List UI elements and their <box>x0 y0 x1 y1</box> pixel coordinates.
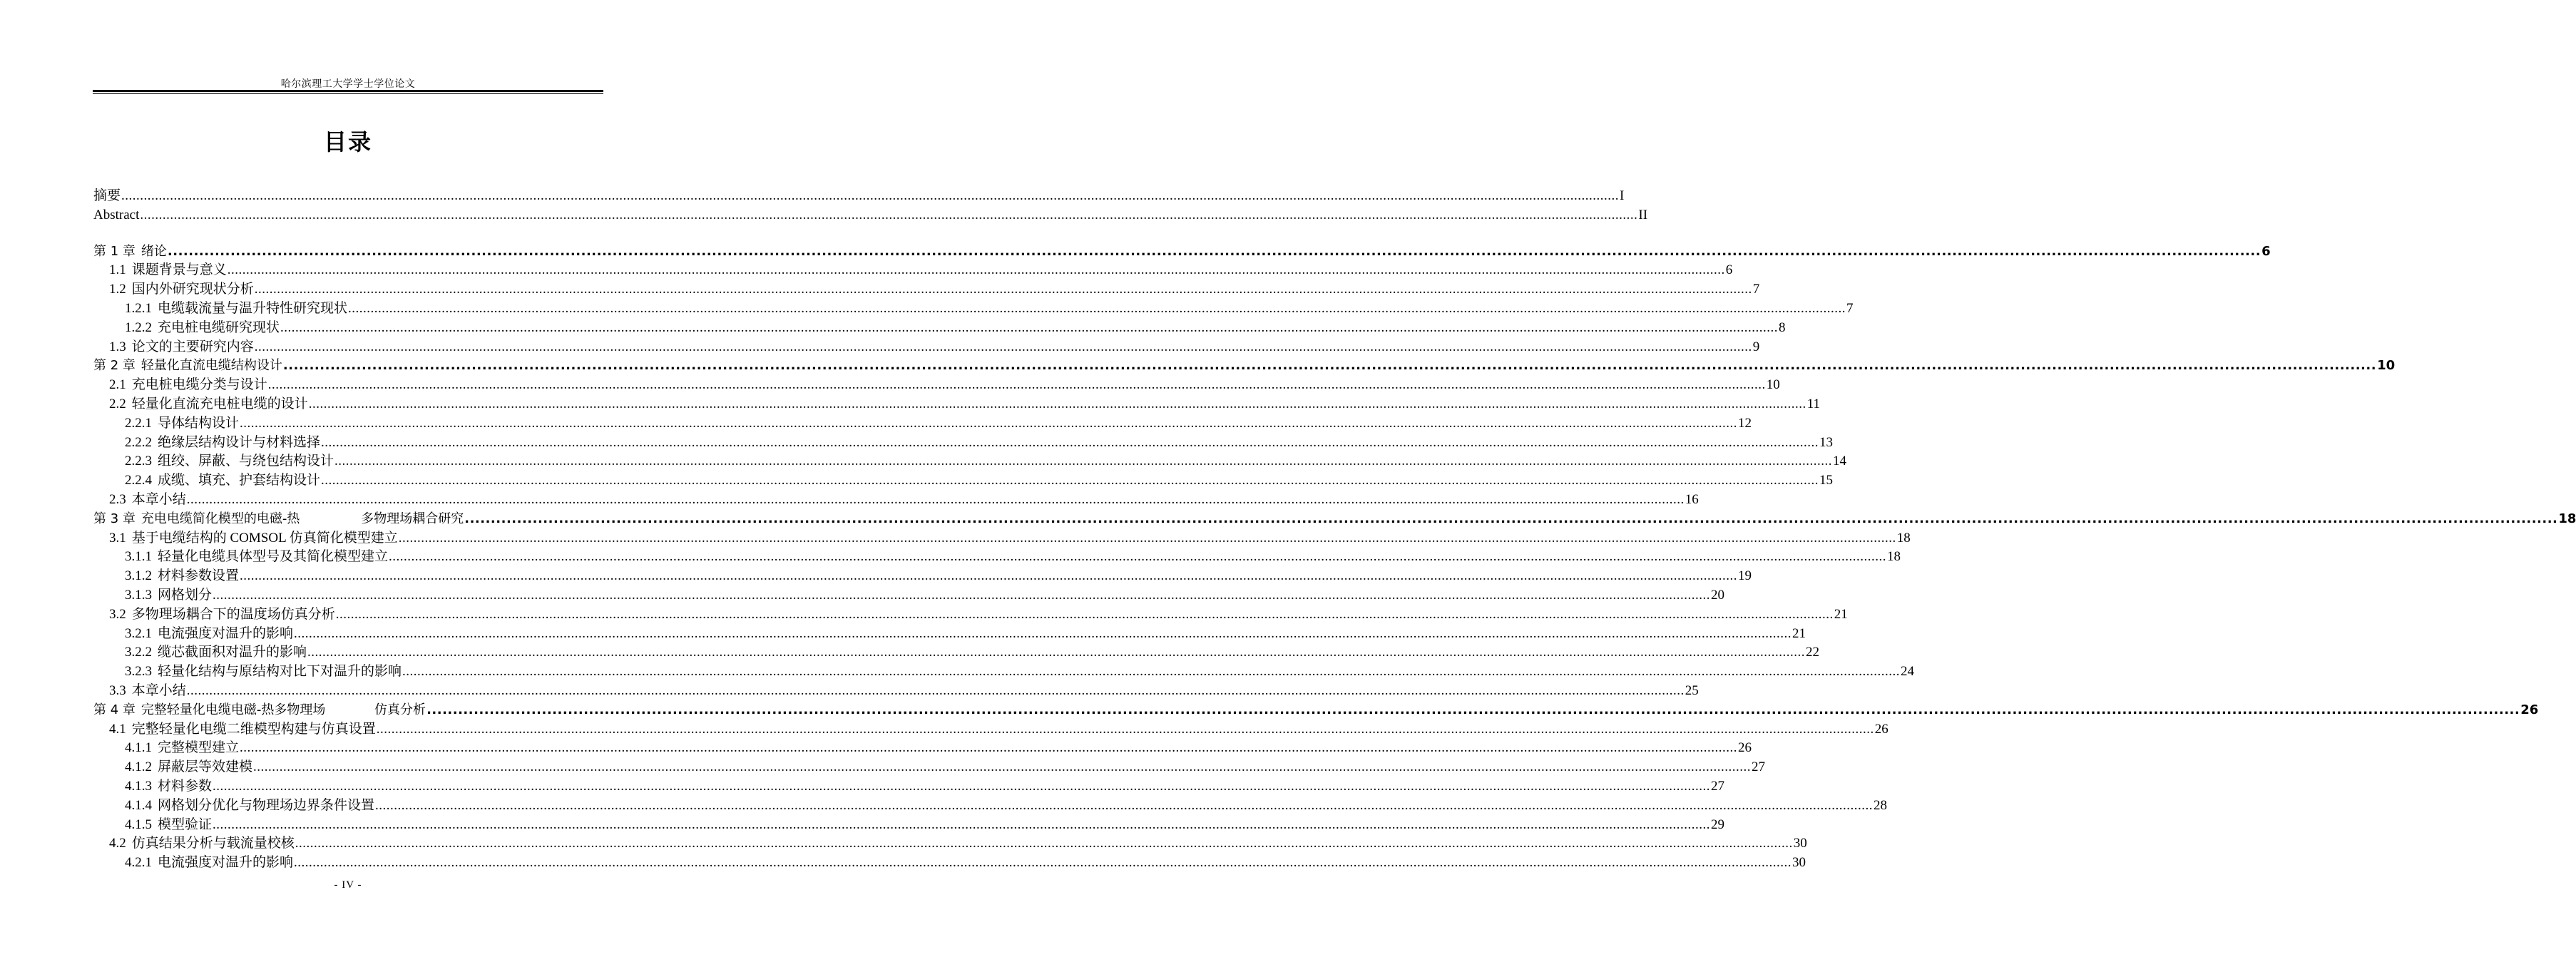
dot-leader: ................................................................................................................................................................................................................................................................................................................................................................................................................ <box>308 396 1806 411</box>
toc-entry-title: 仿真结果分析与载流量校核 <box>131 836 295 851</box>
toc-entry[interactable] <box>93 414 1752 434</box>
toc-entry-number: 4.2 <box>109 836 126 851</box>
toc-entry-page: 7 <box>1752 282 1760 297</box>
toc-entry-page: 27 <box>1752 759 1766 775</box>
toc-entry-page: 26 <box>1738 740 1752 756</box>
toc-entry-title: 充电桩电缆分类与设计 <box>131 377 267 393</box>
toc-entry-title: 本章小结 <box>131 682 186 698</box>
dot-leader: ................................................................................................................................................................................................................................................................................................................................................................................................................ <box>240 568 1738 584</box>
toc-entry-title: 基于电缆结构的 COMSOL 仿真简化模型建立 <box>131 530 398 546</box>
toc-entry[interactable] <box>93 471 1834 491</box>
toc-entry-page: 24 <box>1901 664 1915 680</box>
toc-entry[interactable] <box>93 452 1847 471</box>
toc-entry[interactable] <box>93 605 1848 625</box>
toc-entry[interactable] <box>93 739 1752 758</box>
dot-leader: ................................................................................................................................................................................................................................................................................................................................................................................................................ <box>294 855 1792 871</box>
toc-chapter-entry[interactable] <box>93 701 2539 720</box>
toc-entry-title: 轻量化直流电缆结构设计 <box>140 358 282 374</box>
toc-entry-title: 国内外研究现状分析 <box>131 282 254 297</box>
dot-leader: ................................................................................................................................................................................................................................................................................................................................................................................................................ <box>213 587 1711 603</box>
toc-entry-number: 第 4 章 <box>93 702 136 717</box>
toc-entry-page: 10 <box>1766 377 1780 393</box>
dot-leader: ................................................................................................................................................................................................................................................................................................................................................................................................................ <box>464 511 2558 526</box>
toc-entry[interactable] <box>93 491 1699 510</box>
toc-entry-page: 25 <box>1685 682 1699 698</box>
dot-leader: ................................................................................................................................................................................................................................................................................................................................................................................................................ <box>307 645 1806 660</box>
running-header: 哈尔滨理工大学学士学位论文 <box>280 79 416 90</box>
dot-leader: ................................................................................................................................................................................................................................................................................................................................................................................................................ <box>334 454 1833 469</box>
toc-entry[interactable] <box>93 280 1760 300</box>
toc-entry-number: 2.2.4 <box>125 473 152 488</box>
toc-entry[interactable] <box>93 434 1834 453</box>
toc-entry-number: 2.2.3 <box>125 454 152 469</box>
toc-entry-number: 第 2 章 <box>93 358 136 374</box>
toc-entry-page: 18 <box>1896 530 1911 546</box>
toc-entry[interactable] <box>93 643 1820 662</box>
header-rule-thick <box>93 90 603 92</box>
toc-entry-page: 8 <box>1779 319 1786 335</box>
toc-entry-title: 成缆、填充、护套结构设计 <box>158 473 321 488</box>
toc-entry-page: 27 <box>1711 778 1725 794</box>
toc-entry-title: 完整轻量化电缆电磁-热多物理场 仿真分析 <box>140 702 426 717</box>
toc-entry-title: 组绞、屏蔽、与绕包结构设计 <box>158 454 334 469</box>
toc-entry-title: 绝缘层结构设计与材料选择 <box>158 434 321 450</box>
toc-entry-number: 2.2.1 <box>125 415 152 431</box>
toc-entry-title: 完整轻量化电缆二维模型构建与仿真设置 <box>131 721 376 737</box>
toc-entry-number: 4.1 <box>109 721 126 737</box>
toc-entry[interactable] <box>93 548 1901 567</box>
toc-entry[interactable] <box>93 300 1854 319</box>
dot-leader: ................................................................................................................................................................................................................................................................................................................................................................................................................ <box>240 415 1738 431</box>
dot-leader: ................................................................................................................................................................................................................................................................................................................................................................................................................ <box>213 817 1711 832</box>
page-number: - IV - <box>334 879 362 891</box>
toc-entry-title: 本章小结 <box>131 491 186 507</box>
toc-entry-number: 3.2.3 <box>125 664 152 680</box>
toc-entry[interactable] <box>93 662 1915 682</box>
toc-entry-title: 电流强度对温升的影响 <box>158 855 294 871</box>
toc-entry-number: 3.1.1 <box>125 549 152 565</box>
toc-entry-number: 4.1.2 <box>125 759 152 775</box>
dot-leader: ................................................................................................................................................................................................................................................................................................................................................................................................................ <box>213 778 1711 794</box>
dot-leader: ................................................................................................................................................................................................................................................................................................................................................................................................................ <box>375 797 1874 813</box>
toc-entry-number: 4.2.1 <box>125 855 152 871</box>
dot-leader: ................................................................................................................................................................................................................................................................................................................................................................................................................ <box>254 339 1752 354</box>
toc-entry-title: Abstract <box>93 207 140 222</box>
toc-entry-page: 26 <box>2520 702 2539 717</box>
toc-entry-page: 13 <box>1819 434 1834 450</box>
dot-leader: ................................................................................................................................................................................................................................................................................................................................................................................................................ <box>121 188 1620 203</box>
toc-entry[interactable] <box>93 854 1806 873</box>
toc-entry-number: 第 3 章 <box>93 511 136 526</box>
toc-entry-number: 1.2.1 <box>125 300 152 316</box>
toc-entry[interactable] <box>93 338 1760 357</box>
toc-entry-title: 多物理场耦合下的温度场仿真分析 <box>131 606 335 622</box>
toc-entry-page: 29 <box>1711 817 1725 832</box>
toc-entry-number: 3.2.1 <box>125 625 152 641</box>
dot-leader: ................................................................................................................................................................................................................................................................................................................................................................................................................ <box>321 434 1819 450</box>
toc-entry-title: 轻量化结构与原结构对比下对温升的影响 <box>158 664 402 680</box>
toc-entry-page: 19 <box>1738 568 1752 584</box>
toc-entry[interactable] <box>93 376 1780 395</box>
dot-leader: ................................................................................................................................................................................................................................................................................................................................................................................................................ <box>280 319 1779 335</box>
toc-entry[interactable] <box>93 529 1911 548</box>
toc-entry-number: 3.1.3 <box>125 587 152 603</box>
dot-leader: ................................................................................................................................................................................................................................................................................................................................................................................................................ <box>376 721 1874 737</box>
toc-entry-number: 3.2.2 <box>125 645 152 660</box>
dot-leader: ................................................................................................................................................................................................................................................................................................................................................................................................................ <box>267 377 1766 393</box>
toc-entry-page: 6 <box>1725 262 1733 278</box>
toc-entry-title: 材料参数 <box>158 778 213 794</box>
toc-entry[interactable] <box>93 758 1766 777</box>
toc-entry-page: 16 <box>1685 491 1699 507</box>
toc-entry-title: 完整模型建立 <box>158 740 240 756</box>
toc-entry-title: 充电电缆简化模型的电磁-热 多物理场耦合研究 <box>140 511 464 526</box>
dot-leader: ................................................................................................................................................................................................................................................................................................................................................................................................................ <box>321 473 1819 488</box>
dot-leader: ................................................................................................................................................................................................................................................................................................................................................................................................................ <box>282 358 2377 374</box>
toc-entry-page: 14 <box>1833 454 1847 469</box>
toc-entry-number: 3.1 <box>109 530 126 546</box>
toc-entry-page: I <box>1620 188 1625 203</box>
toc-entry-title: 电缆载流量与温升特性研究现状 <box>158 300 348 316</box>
toc-entry-page: 7 <box>1846 300 1854 316</box>
toc-entry[interactable] <box>93 567 1752 586</box>
toc-chapter-entry[interactable] <box>93 242 2271 262</box>
toc-entry-number: 第 1 章 <box>93 243 136 259</box>
toc-entry-title: 论文的主要研究内容 <box>131 339 254 354</box>
dot-leader: ................................................................................................................................................................................................................................................................................................................................................................................................................ <box>240 740 1738 756</box>
toc-entry-title: 模型验证 <box>158 817 213 832</box>
toc-entry-page: 15 <box>1819 473 1834 488</box>
toc-entry-title: 摘要 <box>93 188 121 203</box>
toc-entry-title: 轻量化直流充电桩电缆的设计 <box>131 396 308 411</box>
toc-entry-page: 28 <box>1874 797 1888 813</box>
toc-entry-number: 3.1.2 <box>125 568 152 584</box>
toc-entry-page: 30 <box>1793 836 1807 851</box>
dot-leader: ................................................................................................................................................................................................................................................................................................................................................................................................................ <box>227 262 1725 278</box>
toc-entry[interactable] <box>93 682 1699 701</box>
toc-chapter-entry[interactable] <box>93 510 2576 529</box>
toc-entry-title: 网格划分 <box>158 587 213 603</box>
toc-entry[interactable] <box>93 816 1725 835</box>
toc-entry[interactable] <box>93 625 1806 644</box>
toc-spacer <box>93 225 603 242</box>
toc-entry-title: 缆芯截面积对温升的影响 <box>158 645 307 660</box>
toc-entry-title: 网格划分优化与物理场边界条件设置 <box>158 797 375 813</box>
toc-entry-page: 30 <box>1792 855 1806 871</box>
toc-entry[interactable] <box>93 777 1725 797</box>
table-of-contents <box>93 187 2576 873</box>
toc-entry[interactable] <box>93 206 1648 225</box>
toc-entry-title: 电流强度对温升的影响 <box>158 625 294 641</box>
toc-entry-number: 2.2.2 <box>125 434 152 450</box>
dot-leader: ................................................................................................................................................................................................................................................................................................................................................................................................................ <box>398 530 1896 546</box>
toc-entry-number: 2.2 <box>109 396 126 411</box>
dot-leader: ................................................................................................................................................................................................................................................................................................................................................................................................................ <box>254 282 1752 297</box>
toc-entry-page: 10 <box>2377 358 2396 374</box>
toc-entry-page: 12 <box>1738 415 1752 431</box>
toc-entry-page: 18 <box>1887 549 1901 565</box>
toc-entry-page: 21 <box>1834 606 1848 622</box>
dot-leader: ................................................................................................................................................................................................................................................................................................................................................................................................................ <box>335 606 1834 622</box>
toc-entry-page: 22 <box>1806 645 1820 660</box>
toc-entry[interactable] <box>93 261 1733 280</box>
dot-leader: ................................................................................................................................................................................................................................................................................................................................................................................................................ <box>294 625 1792 641</box>
toc-entry-page: 21 <box>1792 625 1806 641</box>
toc-entry[interactable] <box>93 720 1888 740</box>
dot-leader: ................................................................................................................................................................................................................................................................................................................................................................................................................ <box>348 300 1846 316</box>
toc-entry-page: 26 <box>1874 721 1888 737</box>
toc-entry-number: 4.1.3 <box>125 778 152 794</box>
toc-entry-number: 4.1.1 <box>125 740 152 756</box>
toc-entry-number: 3.2 <box>109 606 126 622</box>
dot-leader: ................................................................................................................................................................................................................................................................................................................................................................................................................ <box>186 491 1685 507</box>
toc-entry[interactable] <box>93 319 1786 338</box>
toc-entry-number: 2.1 <box>109 377 126 393</box>
toc-entry-number: 1.3 <box>109 339 126 354</box>
toc-entry[interactable] <box>93 586 1725 605</box>
dot-leader: ................................................................................................................................................................................................................................................................................................................................................................................................................ <box>402 664 1901 680</box>
toc-entry-title: 屏蔽层等效建模 <box>158 759 253 775</box>
toc-entry-number: 1.2 <box>109 282 126 297</box>
toc-entry-page: 11 <box>1806 396 1821 411</box>
dot-leader: ................................................................................................................................................................................................................................................................................................................................................................................................................ <box>389 549 1887 565</box>
dot-leader: ................................................................................................................................................................................................................................................................................................................................................................................................................ <box>253 759 1752 775</box>
toc-entry[interactable] <box>93 797 1888 816</box>
toc-entry-title: 材料参数设置 <box>158 568 240 584</box>
toc-entry-page: 6 <box>2261 243 2271 259</box>
dot-leader: ................................................................................................................................................................................................................................................................................................................................................................................................................ <box>140 207 1638 222</box>
dot-leader: ................................................................................................................................................................................................................................................................................................................................................................................................................ <box>426 702 2520 717</box>
toc-entry-title: 绪论 <box>140 243 167 259</box>
dot-leader: ................................................................................................................................................................................................................................................................................................................................................................................................................ <box>186 682 1685 698</box>
toc-entry-number: 1.2.2 <box>125 319 152 335</box>
toc-entry-title: 导体结构设计 <box>158 415 240 431</box>
toc-entry[interactable] <box>93 187 1625 206</box>
toc-entry-number: 4.1.4 <box>125 797 152 813</box>
toc-entry-number: 4.1.5 <box>125 817 152 832</box>
toc-entry-number: 2.3 <box>109 491 126 507</box>
toc-entry-page: 18 <box>2558 511 2576 526</box>
toc-entry-title: 充电桩电缆研究现状 <box>158 319 280 335</box>
toc-entry-title: 轻量化电缆具体型号及其简化模型建立 <box>158 549 389 565</box>
toc-entry[interactable] <box>93 834 1807 854</box>
toc-entry[interactable] <box>93 395 1821 414</box>
header-rule-thin <box>93 93 603 94</box>
toc-entry-title: 课题背景与意义 <box>131 262 227 278</box>
toc-entry-page: 20 <box>1711 587 1725 603</box>
toc-entry-page: 9 <box>1752 339 1760 354</box>
page-title: 目录 <box>323 128 372 155</box>
dot-leader: ................................................................................................................................................................................................................................................................................................................................................................................................................ <box>295 836 1793 851</box>
dot-leader: ................................................................................................................................................................................................................................................................................................................................................................................................................ <box>167 243 2261 259</box>
toc-entry-page: II <box>1638 207 1648 222</box>
toc-chapter-entry[interactable] <box>93 357 2396 376</box>
toc-entry-number: 3.3 <box>109 682 126 698</box>
toc-entry-number: 1.1 <box>109 262 126 278</box>
